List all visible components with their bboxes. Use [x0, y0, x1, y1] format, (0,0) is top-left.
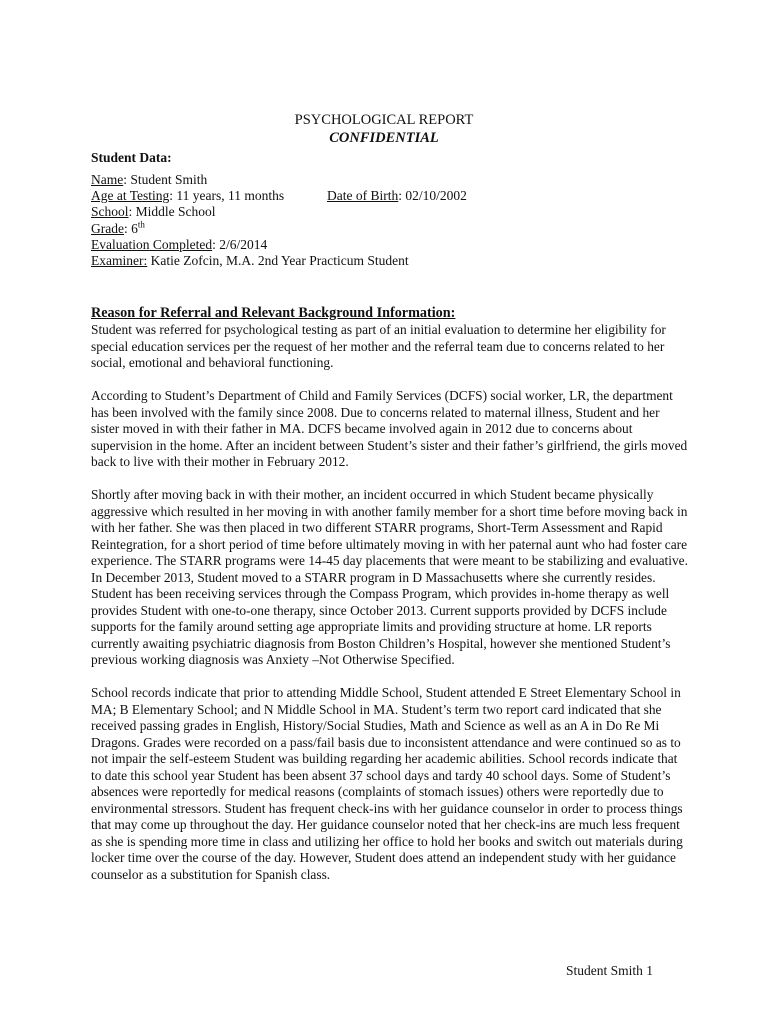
grade-value: : 6 [123, 220, 138, 236]
paragraph-referral-reason: Student was referred for psychological testing as part of an initial evaluation to determine her eligibility for special education services per the request of her mother and the referral team due to concerns related to her social, emotional and behavioral functioning. [91, 322, 666, 370]
school-value: : Middle School [128, 204, 216, 220]
paragraph-school-records: School records indicate that prior to attending Middle School, Student attended E Street Elementary School in MA; B Elementary School; and N Middle School in MA. Student’s term two report card indicated that she received passing grades in English, History/Social Studies, Math and Science as well as an A in Do Re Mi Dragons. Grades were recorded on a pass/fail basis due to inconsistent attendance and were continued so as to not impair the self-esteem Student was building regarding her academic abilities. School records indicate that to date this school year Student has been absent 37 school days and tardy 40 school days. Some of Student’s absences were reportedly for medical reasons (complaints of stomach issues) others were reportedly due to environmental stressors. Student has frequent check-ins with her guidance counselor in order to process things that may come up throughout the day. Her guidance counselor noted that her check-ins are much less frequent as she is spending more time in class and utilizing her office to hold her books and switch out materials during locker time over the course of the day. However, Student does attend an independent study with her guidance counselor as a substitution for Spanish class. [91, 685, 683, 882]
report-title: PSYCHOLOGICAL REPORT [294, 112, 474, 128]
paragraph-placements: Shortly after moving back in with their mother, an incident occurred in which Student became physically aggressive which resulted in her moving in with another family member for a short time before moving back in with her father. She was then placed in two different STARR programs, Short-Term Assessment and Rapid Reintegration, for a short period of time before ultimately moving in with her paternal aunt who had foster care experience. The STARR programs were 14-45 day placements that were meant to be stabilizing and evaluative. In December 2013, Student moved to a STARR program in D Massachusetts where she currently resides. Student has been receiving services through the Compass Program, which provides in-home therapy as well provides Student with one-to-one therapy, since October 2013. Current supports provided by DCFS include supports for the family around setting age appropriate limits and providing structure at home. LR reports currently awaiting psychiatric diagnosis from Boston Children’s Hospital, however she mentioned Student’s previous working diagnosis was Anxiety –Not Otherwise Specified. [91, 487, 688, 667]
student-data-heading: Student Data: [91, 150, 172, 165]
examiner-label: Examiner: [91, 252, 148, 268]
dob-label: Date of Birth [327, 188, 399, 204]
evaluation-label: Evaluation Completed [91, 236, 213, 252]
paragraph-dcfs-history: According to Student’s Department of Child and Family Services (DCFS) social worker, LR, the department has been involved with the family since 2008. Due to concerns related to maternal illness, Student and her sister moved in with their father in MA. DCFS became involved again in 2012 due to concerns about supervision in the home. After an incident between Student’s sister and their father’s girlfriend, the girls moved back to live with their mother in February 2012. [91, 388, 688, 469]
examiner-row [91, 253, 711, 269]
grade-row [91, 221, 711, 237]
confidential-subtitle: CONFIDENTIAL [329, 130, 439, 146]
grade-suffix: th [137, 219, 145, 230]
grade-label: Grade [91, 220, 124, 236]
examiner-value: Katie Zofcin, M.A. 2nd Year Practicum Student [147, 252, 409, 268]
school-label: School [91, 204, 129, 220]
evaluation-row [91, 237, 711, 253]
age-value: : 11 years, 11 months [169, 188, 285, 204]
dob-field [327, 188, 467, 204]
school-row [91, 204, 711, 220]
name-value: : Student Smith [123, 172, 208, 187]
referral-section-heading: Reason for Referral and Relevant Background Information: [91, 305, 456, 321]
name-label: Name [91, 172, 124, 187]
referral-body [91, 322, 691, 900]
age-label: Age at Testing [91, 188, 170, 204]
age-row [91, 188, 711, 204]
name-row [91, 172, 711, 188]
evaluation-value: : 2/6/2014 [212, 236, 268, 252]
student-data-fields [91, 172, 711, 269]
page-footer: Student Smith 1 [566, 963, 654, 978]
dob-value: : 02/10/2002 [398, 188, 467, 204]
